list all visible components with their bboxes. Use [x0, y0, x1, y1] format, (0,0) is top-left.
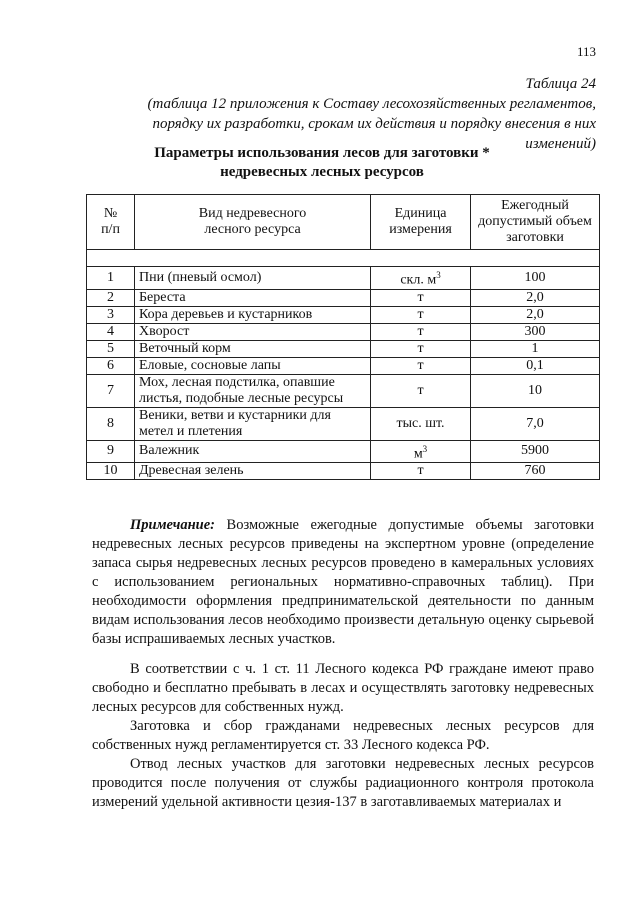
header-unit-line: измерения: [389, 222, 452, 237]
row-resource-name: [135, 463, 371, 480]
unit-text: т: [417, 463, 424, 479]
unit-text: т: [417, 382, 424, 398]
row-num: 1: [87, 267, 135, 290]
header-num-line: п/п: [101, 222, 120, 237]
table-ref-line: порядку их разработки, срокам их действия и порядку внесения в них: [152, 116, 596, 132]
row-unit: [371, 267, 471, 290]
header-unit-line: Единица: [394, 206, 447, 221]
row-resource-name: [135, 289, 371, 306]
table-ref-line: изменений): [525, 136, 596, 152]
paragraph: Заготовка и сбор гражданами недревесных лесных ресурсов для собственных нужд регламентируется ст. 33 Лесного кодекса РФ.: [92, 718, 594, 753]
row-resource-name: [135, 306, 371, 323]
unit-text: т: [417, 340, 424, 356]
table-row: [87, 357, 600, 374]
paragraph: В соответствии с ч. 1 ст. 11 Лесного кодекса РФ граждане имеют право свободно и бесплатно пребывать в лесах и осуществлять заготовку недревесных лесных ресурсов для собственных нужд.: [92, 661, 594, 715]
header-num-line: №: [103, 206, 118, 221]
row-resource-name: [135, 407, 371, 440]
row-unit: [371, 440, 471, 463]
unit-text: скл. м: [400, 272, 437, 288]
table-row: [87, 267, 600, 290]
row-resource-name: [135, 440, 371, 463]
row-volume: 760: [471, 463, 600, 480]
resource-name-line: Кора деревьев и кустарников: [139, 306, 313, 322]
header-name-line: лесного ресурса: [204, 222, 301, 237]
row-num: 7: [87, 374, 135, 407]
spacer-cell: [87, 250, 600, 267]
resource-name-line: Береста: [139, 289, 186, 305]
table-body: [87, 250, 600, 480]
unit-text: тыс. шт.: [396, 415, 445, 431]
row-num: 2: [87, 289, 135, 306]
paragraph: Отвод лесных участков для заготовки недревесных лесных ресурсов проводится после получения от службы радиационного контроля протокола измерений удельной активности цезия-137 в заготавливаемых материалах и: [92, 756, 594, 810]
note-paragraph: [92, 516, 594, 649]
header-name-line: Вид недревесного: [198, 206, 307, 221]
header-volume-line: заготовки: [506, 230, 564, 245]
table-row: [87, 440, 600, 463]
resources-table: [86, 194, 600, 480]
row-num: 8: [87, 407, 135, 440]
row-unit: [371, 323, 471, 340]
note-text: Возможные ежегодные допустимые объемы заготовки недревесных лесных ресурсов приведены на экспертном уровне (определение запаса сырья недревесных лесных ресурсов проведено в камеральных условиях с использованием региональных нормативно-справочных таблиц). При необходимости оформления предпринимательской деятельности по данным видам использования лесов необходимо произвести детальную оценку сырьевой базы испрашиваемых лесных участков.: [92, 517, 594, 647]
table-row: [87, 407, 600, 440]
header-name: [135, 195, 371, 250]
header-volume-line: Ежегодный: [501, 198, 569, 213]
row-num: 6: [87, 357, 135, 374]
row-num: 3: [87, 306, 135, 323]
row-unit: [371, 357, 471, 374]
note-block: [92, 516, 594, 649]
table-row: [87, 289, 600, 306]
page-number: 113: [576, 44, 596, 59]
resource-name-line: Древесная зелень: [139, 463, 244, 479]
unit-superscript: 3: [436, 270, 441, 280]
header-volume: [471, 195, 600, 250]
body-paragraphs: [92, 660, 594, 812]
table-row: [87, 463, 600, 480]
unit-text: т: [417, 357, 424, 373]
table-header-row: [87, 195, 600, 250]
row-volume: 0,1: [471, 357, 600, 374]
table-title: [92, 144, 552, 182]
note-label: Примечание:: [130, 517, 216, 533]
row-volume: 5900: [471, 440, 600, 463]
table-row: [87, 323, 600, 340]
row-num: 9: [87, 440, 135, 463]
resource-name-line: Хворост: [139, 323, 190, 339]
table-row: [87, 374, 600, 407]
resource-name-line: Валежник: [139, 443, 200, 459]
table-row: [87, 306, 600, 323]
row-volume: 300: [471, 323, 600, 340]
resource-name-line: листья, подобные лесные ресурсы: [139, 390, 344, 406]
row-unit: [371, 340, 471, 357]
row-volume: 1: [471, 340, 600, 357]
title-line: недревесных лесных ресурсов: [220, 164, 424, 180]
row-resource-name: [135, 357, 371, 374]
resource-name-line: метел и плетения: [139, 423, 243, 439]
resource-name-line: Мох, лесная подстилка, опавшие: [139, 374, 335, 390]
unit-text: т: [417, 306, 424, 322]
table-row: [87, 340, 600, 357]
row-resource-name: [135, 267, 371, 290]
title-line: Параметры использования лесов для заготовки *: [154, 145, 490, 161]
unit-text: т: [417, 323, 424, 339]
resource-name-line: Веники, ветви и кустарники для: [139, 407, 331, 423]
header-unit: [371, 195, 471, 250]
row-unit: [371, 289, 471, 306]
row-volume: 2,0: [471, 306, 600, 323]
table-caption: [126, 74, 596, 154]
row-resource-name: [135, 374, 371, 407]
unit-text: т: [417, 289, 424, 305]
unit-text: м: [413, 446, 423, 462]
row-resource-name: [135, 323, 371, 340]
unit-superscript: 3: [422, 443, 428, 454]
row-unit: [371, 407, 471, 440]
row-num: 10: [87, 463, 135, 480]
row-num: 5: [87, 340, 135, 357]
resource-name-line: Веточный корм: [139, 340, 231, 356]
resource-name-line: Еловые, сосновые лапы: [139, 357, 281, 373]
row-unit: [371, 306, 471, 323]
resource-name-line: Пни (пневый осмол): [139, 269, 262, 285]
row-volume: 10: [471, 374, 600, 407]
row-volume: 7,0: [471, 407, 600, 440]
row-resource-name: [135, 340, 371, 357]
row-unit: [371, 463, 471, 480]
row-unit: [371, 374, 471, 407]
table-label: Таблица 24: [525, 76, 596, 92]
header-num: [87, 195, 135, 250]
row-num: 4: [87, 323, 135, 340]
table-ref-line: (таблица 12 приложения к Составу лесохозяйственных регламентов,: [147, 96, 596, 112]
row-volume: 2,0: [471, 289, 600, 306]
row-volume: 100: [471, 267, 600, 290]
header-volume-line: допустимый объем: [478, 214, 592, 229]
table-spacer-row: [87, 250, 600, 267]
